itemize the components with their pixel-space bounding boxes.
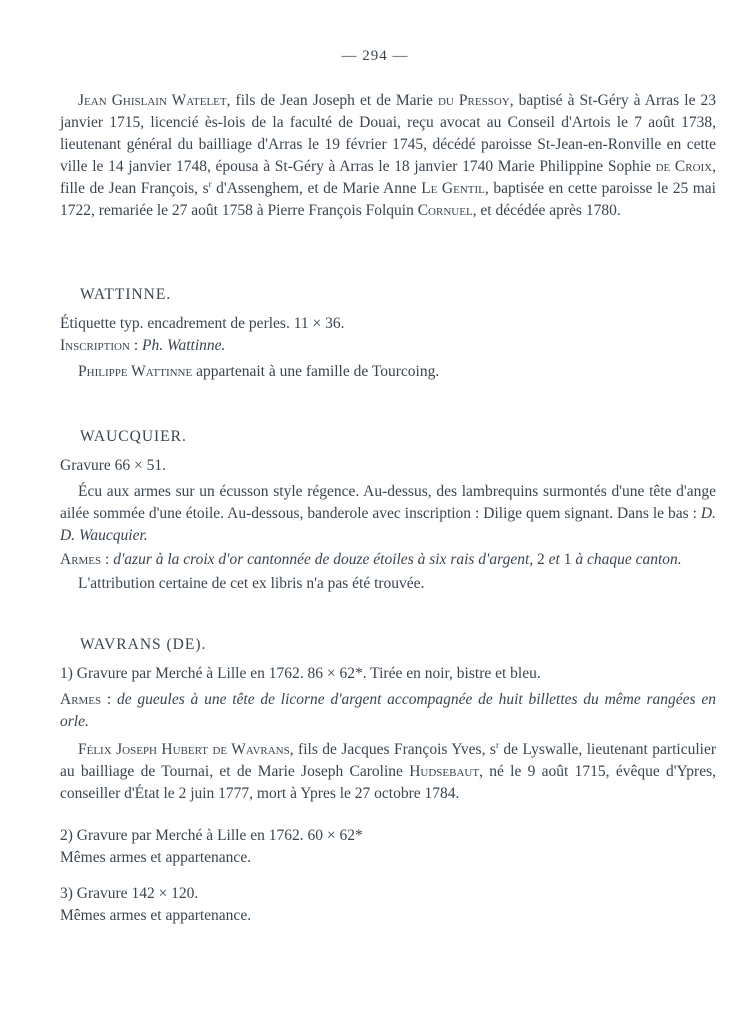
waucquier-armes-et: et xyxy=(548,551,560,568)
wavrans-item-3: 3) Gravure 142 × 120. xyxy=(60,885,199,902)
wattinne-inscription-text: Ph. Wattinne. xyxy=(142,337,226,354)
waucquier-attribution: L'attribution certaine de cet ex libris n'a pas été trouvée. xyxy=(78,575,425,592)
wattinne-owner-name: Philippe Wattinne xyxy=(78,363,193,380)
wavrans-item-1: 1) Gravure par Merché à Lille en 1762. 86 × 62*. Tirée en noir, bistre et bleu. xyxy=(60,665,541,682)
waucquier-heading: WAUCQUIER. xyxy=(80,428,187,445)
wattinne-owner xyxy=(60,361,716,383)
watelet-text-4: d'Assenghem, et de Marie Anne xyxy=(211,180,422,197)
waucquier-desc-text: Écu aux armes sur un écusson style régence. Au-dessus, des lambrequins surmontés d'une tête d'ange ailée sommée d'une étoile. Au-dessous, banderole avec inscription : Dilige quem signant. Dans le bas : xyxy=(60,483,716,522)
wavrans-heading: WAVRANS (DE). xyxy=(80,636,207,653)
wavrans-felix-name: Félix Joseph Hubert de Wavrans xyxy=(78,741,290,758)
waucquier-armes-end: à chaque canton. xyxy=(575,551,682,568)
watelet-name: Jean Ghislain Watelet xyxy=(78,92,227,109)
watelet-text-3: , fille de Jean François, s xyxy=(60,158,717,197)
wavrans-felix-text-2: de Lyswalle, lieutenant particulier au bailliage de Tournai, et de Marie Joseph Caroline xyxy=(60,741,716,780)
wavrans-item-2-sub: Mêmes armes et appartenance. xyxy=(60,849,252,866)
wavrans-hudsebaut: Hudsebaut xyxy=(409,763,480,780)
wattinne-label-line: Étiquette typ. encadrement de perles. 11 × 36. xyxy=(60,315,345,332)
wavrans-sup: r xyxy=(495,739,499,750)
waucquier-armes-mid: 2 xyxy=(533,551,549,568)
waucquier-armes-italic: d'azur à la croix d'or cantonnée de douze étoiles à six rais d'argent, xyxy=(113,551,534,568)
wattinne-heading: WATTINNE. xyxy=(80,286,172,303)
wattinne-inscription-label: Inscription : xyxy=(60,337,139,354)
watelet-text-6: , et décédée après 1780. xyxy=(472,202,621,219)
page-number: — 294 — xyxy=(341,48,409,64)
wavrans-felix-paragraph xyxy=(60,739,716,805)
watelet-le-gentil: Le Gentil xyxy=(421,180,485,197)
watelet-cornuel: Cornuel xyxy=(417,202,473,219)
wavrans-felix-text-3: , né le 9 août 1715, évêque d'Ypres, conseiller d'État le 2 juin 1777, mort à Ypres le 27 octobre 1784. xyxy=(60,763,717,802)
wattinne-inscription xyxy=(60,335,716,357)
wavrans-armes-italic: de gueules à une tête de licorne d'argent accompagnée de huit billettes du même rangées en orle. xyxy=(60,691,716,730)
waucquier-armes xyxy=(60,549,716,571)
watelet-du-pressoy: du Pressoy xyxy=(437,92,510,109)
waucquier-armes-mid2: 1 xyxy=(559,551,576,568)
wattinne-owner-rest: appartenait à une famille de Tourcoing. xyxy=(192,363,440,380)
waucquier-gravure: Gravure 66 × 51. xyxy=(60,457,167,474)
wavrans-armes xyxy=(60,689,716,733)
wavrans-section xyxy=(60,663,716,927)
wavrans-item-2: 2) Gravure par Merché à Lille en 1762. 60 × 62* xyxy=(60,827,363,844)
watelet-sup: r xyxy=(208,178,212,189)
watelet-text-2: , baptisé à St-Géry à Arras le 23 janvier 1715, licencié ès-lois de la faculté de Douai, reçu avocat au Conseil d'Artois le 7 août 1738, lieutenant général du bailliage d'Arras le 19 février 1745, décédé paroisse St-Jean-en-Ronville en cette ville le 14 janvier 1748, épousa à St-Géry à Arras le 18 janvier 1740 Marie Philippine Sophie xyxy=(60,92,717,175)
waucquier-desc-italic: D. D. Waucquier. xyxy=(60,505,716,544)
waucquier-section xyxy=(60,455,716,595)
wavrans-felix-text-1: , fils de Jacques François Yves, s xyxy=(289,741,496,758)
watelet-paragraph xyxy=(60,90,716,222)
wattinne-section xyxy=(60,313,716,383)
wavrans-armes-label: Armes : xyxy=(60,691,112,708)
watelet-text-5: , baptisée en cette paroisse le 25 mai 1722, remariée le 27 août 1758 à Pierre François Folquin xyxy=(60,180,716,219)
waucquier-armes-label: Armes : xyxy=(60,551,110,568)
watelet-de-croix: de Croix xyxy=(655,158,713,175)
watelet-text-1: , fils de Jean Joseph et de Marie xyxy=(226,92,438,109)
waucquier-description xyxy=(60,481,716,547)
wavrans-item-3-sub: Mêmes armes et appartenance. xyxy=(60,907,252,924)
